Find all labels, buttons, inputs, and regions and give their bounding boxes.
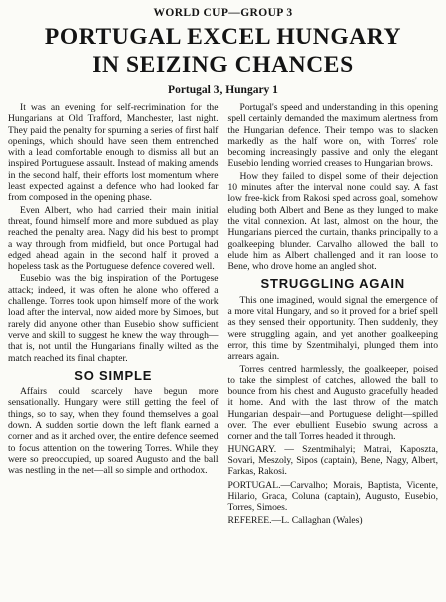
team-lineups bbox=[228, 444, 439, 527]
right-column bbox=[228, 102, 439, 529]
paragraph: Eusebio was the big inspiration of the Portugese attack; indeed, it was often he alone who offered a challenge. Torres took upon himself more of the work load after the interval, now aided more by Simoes, but rarely did anyone other than Eusebio show sufficient verve and skill to suggest he knew the way through—that is, not until the Hungarians finally wilted as the match reached its final chapter. bbox=[8, 273, 219, 364]
headline-line-2: IN SEIZING CHANCES bbox=[92, 52, 354, 78]
lineup-portugal: PORTUGAL.—Carvalho; Morais, Baptista, Vicente, Hilario, Graca, Coluna (captain), Augusto, Eusebio, Torres, Simoes. bbox=[227, 479, 438, 514]
headline-line-1: PORTUGAL EXCEL HUNGARY bbox=[44, 24, 402, 50]
paragraph: Even Albert, who had carried their main initial threat, found himself more and more subdued as play reached the penalty area. Nagy did his best to prompt a way through from midfield, but once Portugal had edged ahead again in the second half it proved a hopeless task as the Portuguese defence covered well. bbox=[8, 204, 219, 273]
paragraph: This one imagined, would signal the emergence of a more vital Hungary, and so it proved for a brief spell as they sensed their opportunity. Then suddenly, they were struggling again, and yet another goalkeeping error, this time by Szentmihalyi, plunged them into arrears again. bbox=[227, 294, 438, 363]
paragraph: How they failed to dispel some of their dejection 10 minutes after the interval none could say. A fast low free-kick from Rakosi sped across goal, somehow eluding both Albert and Bene as they lunged to make the vital connexion. At last, almost on the hour, the Hungarians pierced the curtain, thanks principally to a goalkeeping blunder. Carvalho allowed the ball to elude him as Albert challenged and it ran loose to Bene, who drove home an angled shot. bbox=[227, 170, 438, 273]
article-columns bbox=[8, 102, 438, 529]
subhead-struggling-again: STRUGGLING AGAIN bbox=[260, 276, 405, 292]
paragraph: It was an evening for self-recrimination for the Hungarians at Old Trafford, Manchester, last night. They paid the penalty for spurning a series of first half openings, which should have seen them entrenched with a lead comfortable enough to dismiss all but an inspired Portuguese assault. Instead of making amends in the second half, their efforts lost momentum where least expected against a defence who had looked far from composed in the opening phase. bbox=[8, 102, 219, 204]
paragraph: Torres centred harmlessly, the goalkeeper, poised to take the simplest of catches, allowed the ball to bounce from his chest and Augusto gracefully headed it home. And with the last throw of the match Hungarian despair—and Portuguese delight—spilled over. The ever ebullient Eusebio swung across a corner and the tall Torres headed it through. bbox=[227, 363, 438, 443]
left-column bbox=[8, 102, 219, 529]
subhead-so-simple: SO SIMPLE bbox=[74, 367, 153, 383]
section-kicker: WORLD CUP—GROUP 3 bbox=[153, 7, 293, 19]
score-line: Portugal 3, Hungary 1 bbox=[168, 84, 278, 96]
referee-line: REFEREE.—L. Callaghan (Wales) bbox=[227, 515, 363, 527]
paragraph: Affairs could scarcely have begun more sensationally. Hungary were still getting the feel of things, so to say, when they found themselves a goal down. A sudden sortie down the left flank earned a corner and as it arched over, the entire defence seemed to focus attention on the towering Torres. While they were so preoccupied, up soared Augusto and the ball was nestling in the net—all so simple and orthodox. bbox=[8, 386, 219, 477]
paragraph: Portugal's speed and understanding in this opening spell certainly demanded the maximum alertness from the Hungarian defence. Their tempo was to slacken markedly as the half wore on, with Torres' role becoming increasingly passive and only the elegant Eusebio lending worried creases to Hungarian brows. bbox=[227, 102, 438, 170]
lineup-hungary: HUNGARY. — Szentmihalyi; Matrai, Kaposzta, Sovari, Meszoly, Sipos (captain), Bene, Nagy, Albert, Farkas, Rakosi. bbox=[227, 443, 438, 478]
headline bbox=[8, 23, 438, 79]
